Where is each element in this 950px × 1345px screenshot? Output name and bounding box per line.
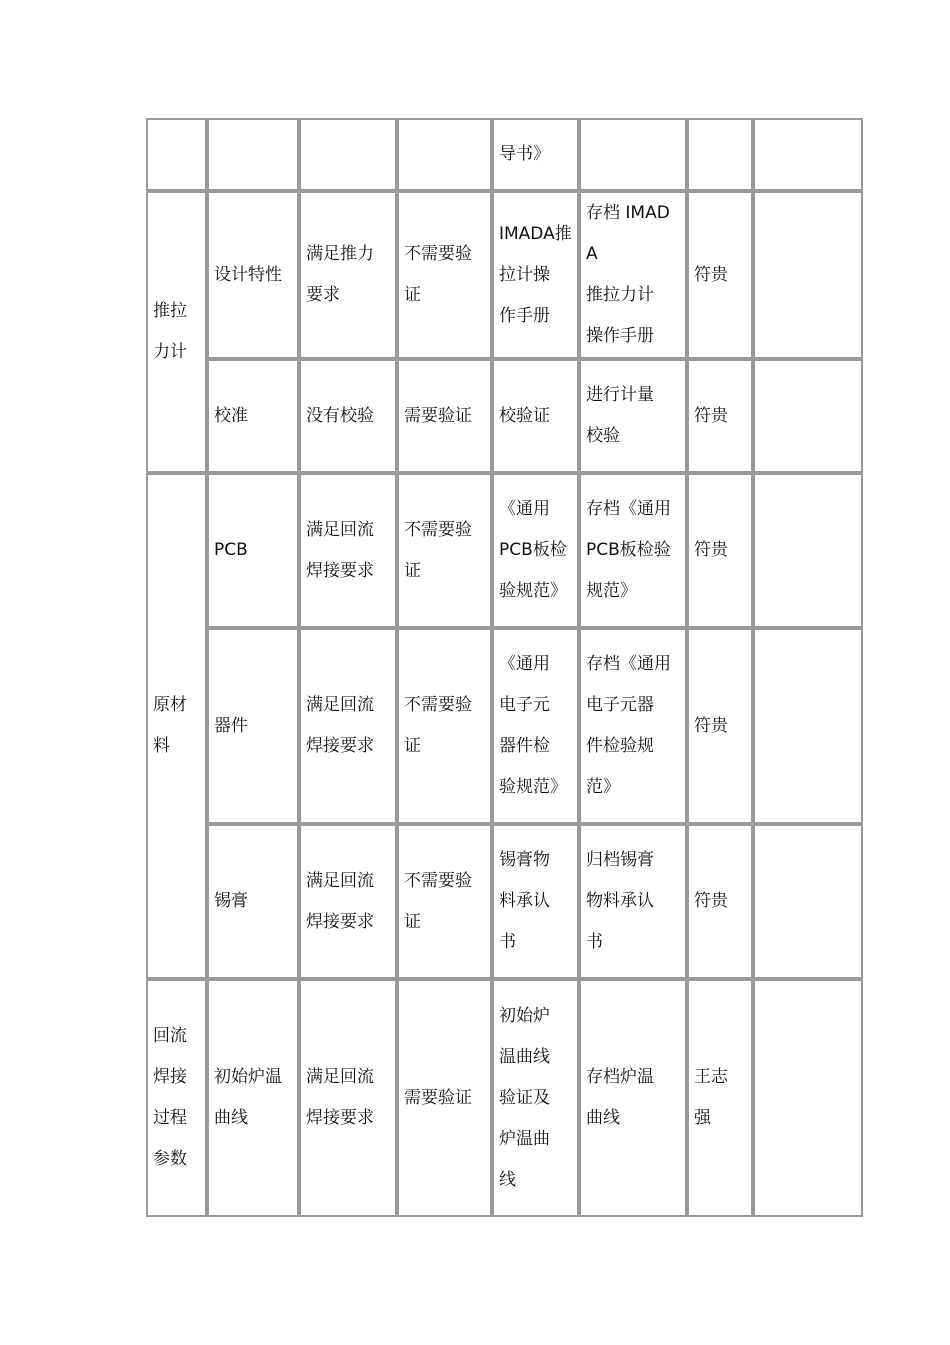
cell-verify: 不需要验 证 <box>397 628 492 824</box>
cell-sub: 锡膏 <box>207 824 299 979</box>
cell-empty <box>207 118 299 191</box>
cell-empty <box>753 118 863 191</box>
cell-owner: 王志 强 <box>687 979 753 1217</box>
cell-req: 满足回流 焊接要求 <box>299 824 397 979</box>
cell-verify: 不需要验 证 <box>397 473 492 628</box>
cell-empty <box>753 979 863 1217</box>
cell-record: 存档 IMADA 推拉力计 操作手册 <box>579 191 687 359</box>
cell-verify: 不需要验 证 <box>397 191 492 359</box>
cell-sub: 初始炉温 曲线 <box>207 979 299 1217</box>
cell-empty <box>397 118 492 191</box>
table-row <box>146 118 863 191</box>
cell-req: 满足回流 焊接要求 <box>299 979 397 1217</box>
table-row <box>146 824 863 979</box>
cell-empty <box>687 118 753 191</box>
table-row <box>146 628 863 824</box>
cell-req: 没有校验 <box>299 359 397 473</box>
cell-req: 满足回流 焊接要求 <box>299 628 397 824</box>
cell-verify: 不需要验 证 <box>397 824 492 979</box>
cell-owner: 符贵 <box>687 628 753 824</box>
cell-empty <box>753 473 863 628</box>
cell-method: 导书》 <box>492 118 579 191</box>
cell-req: 满足推力 要求 <box>299 191 397 359</box>
cell-sub: 器件 <box>207 628 299 824</box>
cell-sub: 校准 <box>207 359 299 473</box>
table-row <box>146 473 863 628</box>
table-row <box>146 979 863 1217</box>
cell-req: 满足回流 焊接要求 <box>299 473 397 628</box>
cell-record: 归档锡膏 物料承认 书 <box>579 824 687 979</box>
table-row <box>146 191 863 359</box>
cell-method: 锡膏物 料承认 书 <box>492 824 579 979</box>
cell-record: 存档《通用 PCB板检验 规范》 <box>579 473 687 628</box>
cell-verify: 需要验证 <box>397 979 492 1217</box>
cell-method: 《通用 PCB板检 验规范》 <box>492 473 579 628</box>
cell-item: 原材 料 <box>146 473 207 979</box>
cell-verify: 需要验证 <box>397 359 492 473</box>
cell-empty <box>579 118 687 191</box>
cell-owner: 符贵 <box>687 191 753 359</box>
cell-item: 推拉 力计 <box>146 191 207 473</box>
table-row <box>146 359 863 473</box>
cell-owner: 符贵 <box>687 359 753 473</box>
cell-method: 初始炉 温曲线 验证及 炉温曲 线 <box>492 979 579 1217</box>
cell-sub: PCB <box>207 473 299 628</box>
cell-empty <box>146 118 207 191</box>
cell-empty <box>753 628 863 824</box>
inspection-table <box>146 118 863 1217</box>
cell-sub: 设计特性 <box>207 191 299 359</box>
cell-empty <box>753 824 863 979</box>
cell-item: 回流 焊接 过程 参数 <box>146 979 207 1217</box>
cell-method: 校验证 <box>492 359 579 473</box>
cell-empty <box>299 118 397 191</box>
cell-owner: 符贵 <box>687 824 753 979</box>
cell-empty <box>753 191 863 359</box>
cell-owner: 符贵 <box>687 473 753 628</box>
cell-method: IMADA推 拉计操 作手册 <box>492 191 579 359</box>
cell-record: 存档炉温 曲线 <box>579 979 687 1217</box>
cell-empty <box>753 359 863 473</box>
cell-record: 进行计量 校验 <box>579 359 687 473</box>
cell-method: 《通用 电子元 器件检 验规范》 <box>492 628 579 824</box>
cell-record: 存档《通用 电子元器 件检验规 范》 <box>579 628 687 824</box>
